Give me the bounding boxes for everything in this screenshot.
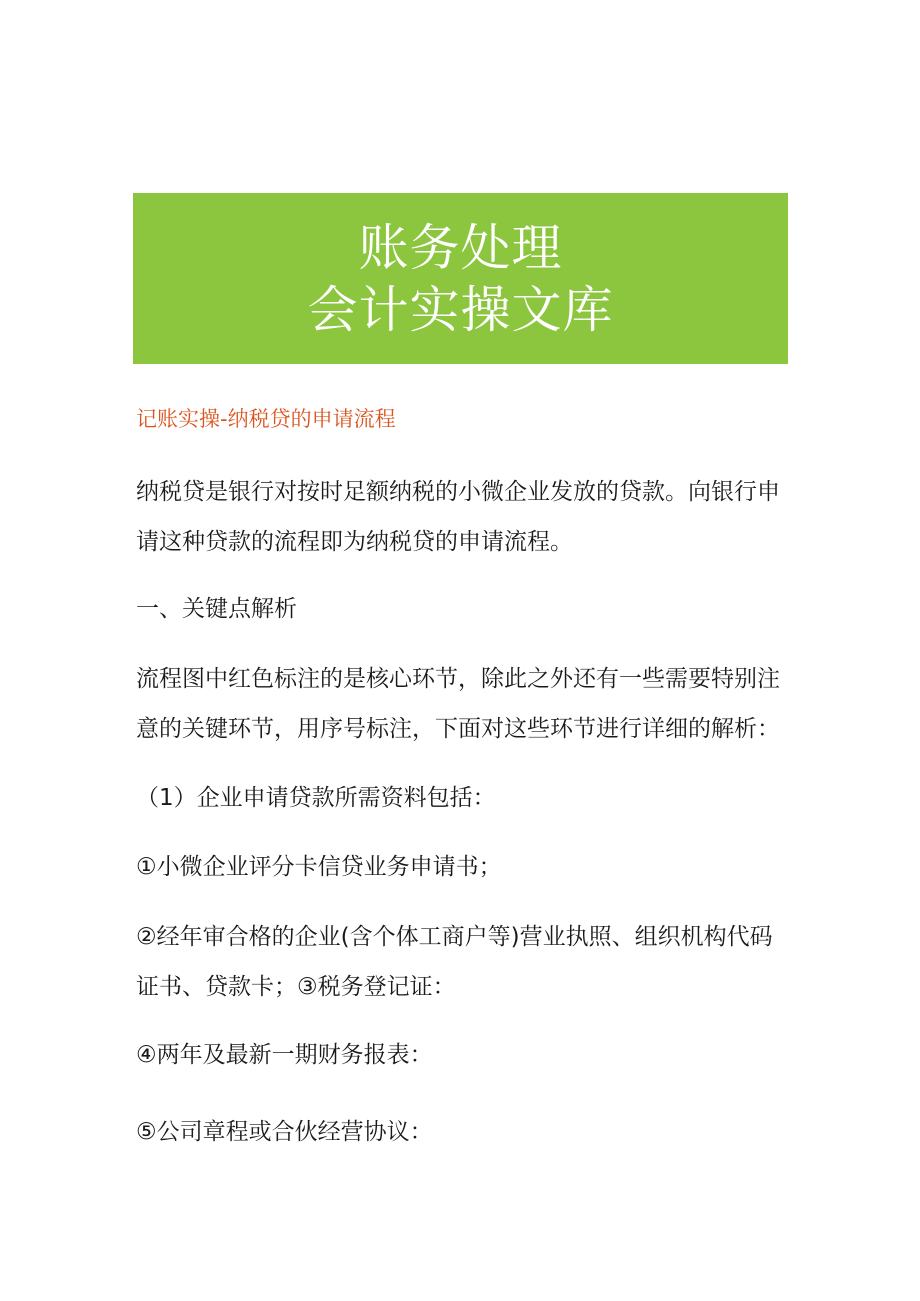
banner-title-line-1: 账务处理 [358,218,563,277]
section-heading [136,584,796,634]
list-item-5 [136,1107,796,1157]
article-title: 记账实操-纳税贷的申请流程 [136,407,396,431]
paragraph-analysis [136,654,796,754]
list-item-4 [136,1030,796,1080]
paragraph-line: 请这种贷款的流程即为纳税贷的申请流程。 [136,529,573,555]
paragraph-intro [136,467,796,567]
list-item-2-3 [136,912,796,1012]
paragraph-line: ④两年及最新一期财务报表： [136,1042,433,1068]
paragraph-line: （1）企业申请贷款所需资料包括： [136,785,496,811]
header-banner [133,193,788,364]
paragraph-line: 流程图中红色标注的是核心环节，除此之外还有一些需要特别注 [136,666,780,692]
banner-title-line-2: 会计实操文库 [307,280,614,339]
paragraph-materials-heading [136,773,796,823]
paragraph-line: ①小微企业评分卡信贷业务申请书； [136,854,502,880]
paragraph-line: ⑤公司章程或合伙经营协议： [136,1119,433,1145]
paragraph-line: 一、关键点解析 [136,596,297,622]
paragraph-line: 证书、贷款卡；③税务登记证： [136,974,456,1000]
paragraph-line: 纳税贷是银行对按时足额纳税的小微企业发放的贷款。向银行申 [136,479,780,505]
paragraph-line: 意的关键环节，用序号标注，下面对这些环节进行详细的解析： [136,716,780,742]
list-item-1 [136,842,796,892]
paragraph-line: ②经年审合格的企业(含个体工商户等)营业执照、组织机构代码 [136,924,773,950]
